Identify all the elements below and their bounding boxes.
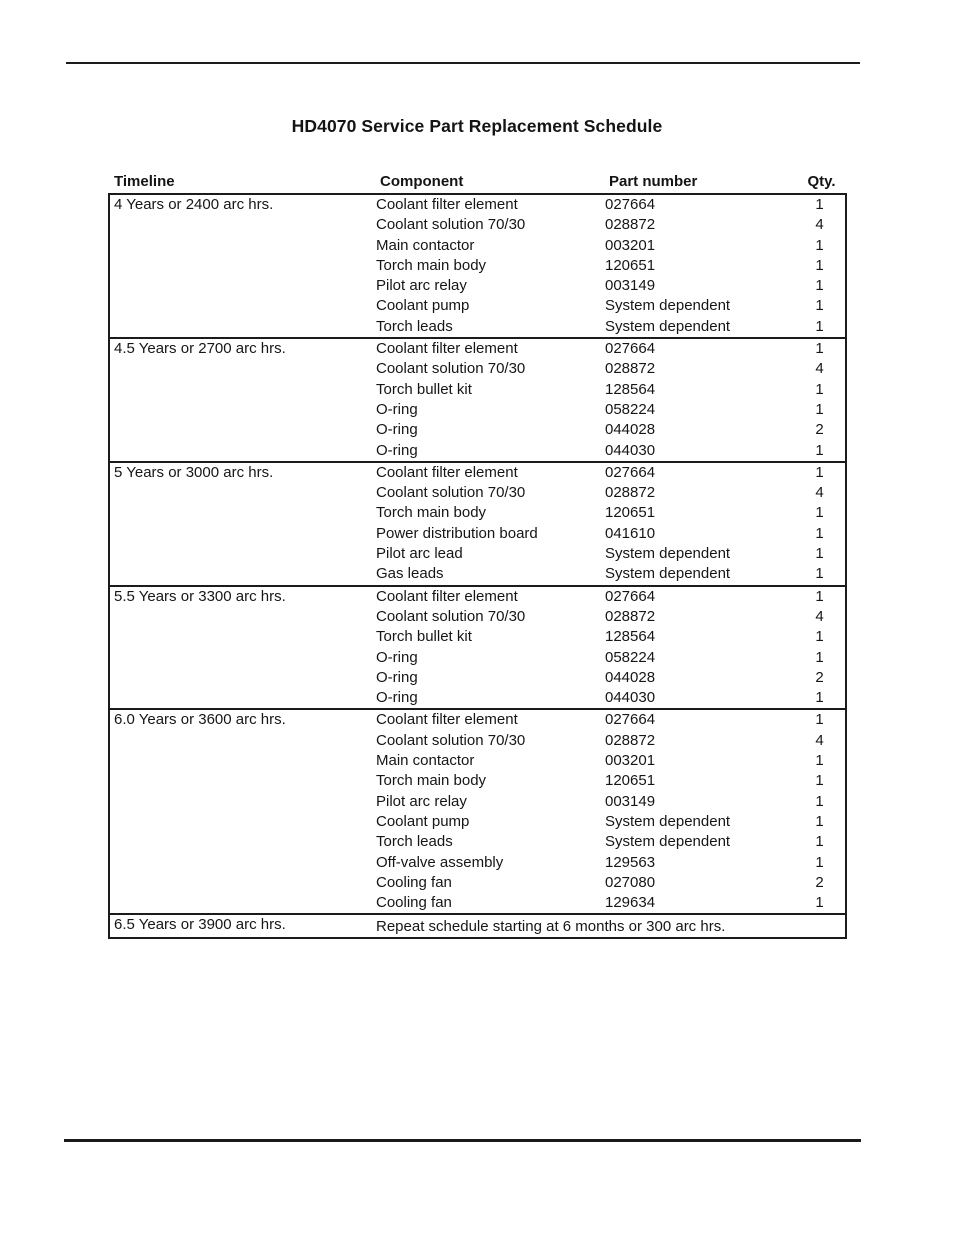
qty-cell: 1 [815, 400, 824, 418]
qty-cell: 1 [815, 833, 824, 851]
table-row [376, 463, 845, 483]
qty-cell: 1 [815, 545, 824, 563]
qty-cell: 1 [815, 853, 824, 871]
table-row [376, 853, 845, 873]
qty-cell: 1 [815, 236, 824, 254]
qty-cell: 1 [815, 297, 824, 315]
component-cell: Coolant solution 70/30 [376, 484, 526, 502]
qty-cell: 4 [815, 607, 824, 625]
qty-cell: 2 [815, 668, 824, 686]
schedule-block [110, 337, 845, 461]
component-cell: Power distribution board [376, 524, 538, 542]
timeline-cell: 6.5 Years or 3900 arc hrs. [114, 916, 286, 934]
part-number-cell: System dependent [605, 297, 731, 315]
table-row [376, 812, 845, 832]
part-number-cell: 058224 [605, 648, 656, 666]
schedule-block [110, 461, 845, 585]
part-number-cell: 044028 [605, 668, 656, 686]
header-component: Component [380, 173, 464, 190]
table-row [376, 236, 845, 256]
table-row [376, 587, 845, 607]
component-cell: Coolant solution 70/30 [376, 360, 526, 378]
part-number-cell: 129634 [605, 894, 656, 912]
part-number-cell: 120651 [605, 772, 656, 790]
qty-cell: 1 [815, 711, 824, 729]
component-cell: Gas leads [376, 565, 444, 583]
block-detail [376, 339, 845, 461]
qty-cell: 1 [815, 380, 824, 398]
component-cell: Coolant pump [376, 297, 470, 315]
part-number-cell: 044030 [605, 441, 656, 459]
part-number-cell: 128564 [605, 380, 656, 398]
component-cell: Main contactor [376, 236, 475, 254]
table-row [376, 215, 845, 235]
table-row [376, 276, 845, 296]
component-cell: O-ring [376, 441, 418, 459]
part-number-cell: 120651 [605, 504, 656, 522]
table-row [376, 359, 845, 379]
part-number-cell: System dependent [605, 317, 731, 335]
block-detail [376, 463, 845, 585]
component-cell: Coolant filter element [376, 711, 518, 729]
part-number-cell: 028872 [605, 216, 656, 234]
schedule-block [110, 585, 845, 709]
qty-cell: 2 [815, 873, 824, 891]
qty-cell: 1 [815, 587, 824, 605]
part-number-cell: System dependent [605, 545, 731, 563]
table-row [376, 195, 845, 215]
table-row [376, 668, 845, 688]
table-row [376, 564, 845, 584]
component-cell: Cooling fan [376, 894, 452, 912]
part-number-cell: 044028 [605, 421, 656, 439]
timeline-cell: 5 Years or 3000 arc hrs. [114, 463, 274, 481]
part-number-cell: 027080 [605, 873, 656, 891]
table-row [376, 380, 845, 400]
schedule-block [110, 708, 845, 913]
part-number-cell: 058224 [605, 400, 656, 418]
block-detail [376, 915, 845, 937]
table-row [376, 483, 845, 503]
table-row [376, 710, 845, 730]
table-row [376, 317, 845, 337]
part-number-cell: 129563 [605, 853, 656, 871]
qty-cell: 1 [815, 504, 824, 522]
table-row [376, 627, 845, 647]
qty-cell: 2 [815, 421, 824, 439]
block-detail [376, 195, 845, 337]
table-row [376, 751, 845, 771]
component-cell: Torch bullet kit [376, 628, 472, 646]
part-number-cell: 027664 [605, 587, 656, 605]
header-part-number: Part number [609, 173, 698, 190]
bottom-rule [64, 1139, 861, 1142]
part-number-cell: 028872 [605, 607, 656, 625]
part-number-cell: 027664 [605, 340, 656, 358]
table-row [376, 873, 845, 893]
component-cell: Coolant filter element [376, 463, 518, 481]
component-cell: O-ring [376, 421, 418, 439]
qty-cell: 1 [815, 772, 824, 790]
qty-cell: 4 [815, 360, 824, 378]
table-row [376, 771, 845, 791]
timeline-cell: 5.5 Years or 3300 arc hrs. [114, 587, 286, 605]
table-row [376, 893, 845, 913]
component-cell: Coolant solution 70/30 [376, 607, 526, 625]
qty-cell: 1 [815, 277, 824, 295]
table-row [376, 731, 845, 751]
qty-cell: 1 [815, 628, 824, 646]
part-number-cell: System dependent [605, 833, 731, 851]
part-number-cell: 128564 [605, 628, 656, 646]
qty-cell: 1 [815, 752, 824, 770]
part-number-cell: 041610 [605, 524, 656, 542]
block-detail [376, 587, 845, 709]
timeline-cell: 4.5 Years or 2700 arc hrs. [114, 340, 286, 358]
header-timeline: Timeline [114, 173, 175, 190]
table-row [376, 792, 845, 812]
component-cell: Coolant filter element [376, 587, 518, 605]
table-row [376, 400, 845, 420]
component-cell: Torch bullet kit [376, 380, 472, 398]
table-header-row [110, 172, 845, 192]
page-title: HD4070 Service Part Replacement Schedule [291, 116, 663, 136]
component-cell: O-ring [376, 668, 418, 686]
part-number-cell: 028872 [605, 731, 656, 749]
qty-cell: 1 [815, 340, 824, 358]
schedule-table [108, 193, 847, 939]
table-row [376, 441, 845, 461]
component-cell: Pilot arc relay [376, 792, 467, 810]
table-row [376, 420, 845, 440]
part-number-cell: System dependent [605, 565, 731, 583]
part-number-cell: 003201 [605, 236, 656, 254]
part-number-cell: 027664 [605, 463, 656, 481]
component-cell: Main contactor [376, 752, 475, 770]
component-cell: Coolant filter element [376, 340, 518, 358]
table-row [376, 339, 845, 359]
block-detail [376, 710, 845, 913]
part-number-cell: 028872 [605, 360, 656, 378]
qty-cell: 4 [815, 731, 824, 749]
qty-cell: 4 [815, 484, 824, 502]
qty-cell: 1 [815, 792, 824, 810]
component-cell: Coolant pump [376, 812, 470, 830]
part-number-cell: 027664 [605, 196, 656, 213]
part-number-cell: 003149 [605, 792, 656, 810]
table-row [376, 607, 845, 627]
table-row [376, 503, 845, 523]
component-cell: Torch main body [376, 256, 487, 274]
part-number-cell: 120651 [605, 256, 656, 274]
part-number-cell: 027664 [605, 711, 656, 729]
component-cell: Pilot arc relay [376, 277, 467, 295]
component-cell: Coolant solution 70/30 [376, 216, 526, 234]
component-cell: Pilot arc lead [376, 545, 463, 563]
component-cell: Torch leads [376, 317, 453, 335]
schedule-block [110, 195, 845, 337]
part-number-cell: 028872 [605, 484, 656, 502]
table-row [376, 544, 845, 564]
component-cell: Cooling fan [376, 873, 452, 891]
qty-cell: 1 [815, 317, 824, 335]
timeline-cell: 6.0 Years or 3600 arc hrs. [114, 711, 286, 729]
table-row [376, 256, 845, 276]
component-cell: Off-valve assembly [376, 853, 504, 871]
component-cell: O-ring [376, 689, 418, 707]
part-number-cell: 003201 [605, 752, 656, 770]
part-number-cell: System dependent [605, 812, 731, 830]
note-cell: Repeat schedule starting at 6 months or 300 arc hrs. [376, 918, 726, 936]
table-row [376, 832, 845, 852]
qty-cell: 1 [815, 196, 824, 213]
component-cell: O-ring [376, 400, 418, 418]
qty-cell: 1 [815, 256, 824, 274]
component-cell: Torch leads [376, 833, 453, 851]
qty-cell: 4 [815, 216, 824, 234]
component-cell: Torch main body [376, 772, 487, 790]
timeline-cell: 4 Years or 2400 arc hrs. [114, 196, 274, 213]
qty-cell: 1 [815, 565, 824, 583]
qty-cell: 1 [815, 463, 824, 481]
table-row [376, 524, 845, 544]
table-row [376, 296, 845, 316]
qty-cell: 1 [815, 441, 824, 459]
qty-cell: 1 [815, 689, 824, 707]
part-number-cell: 044030 [605, 689, 656, 707]
top-rule [66, 62, 860, 64]
component-cell: Coolant solution 70/30 [376, 731, 526, 749]
qty-cell: 1 [815, 894, 824, 912]
table-row [376, 648, 845, 668]
component-cell: Coolant filter element [376, 196, 518, 213]
qty-cell: 1 [815, 648, 824, 666]
schedule-block [110, 913, 845, 937]
part-number-cell: 003149 [605, 277, 656, 295]
component-cell: O-ring [376, 648, 418, 666]
qty-cell: 1 [815, 812, 824, 830]
qty-cell: 1 [815, 524, 824, 542]
component-cell: Torch main body [376, 504, 487, 522]
header-qty: Qty. [807, 173, 836, 190]
table-row [376, 688, 845, 708]
